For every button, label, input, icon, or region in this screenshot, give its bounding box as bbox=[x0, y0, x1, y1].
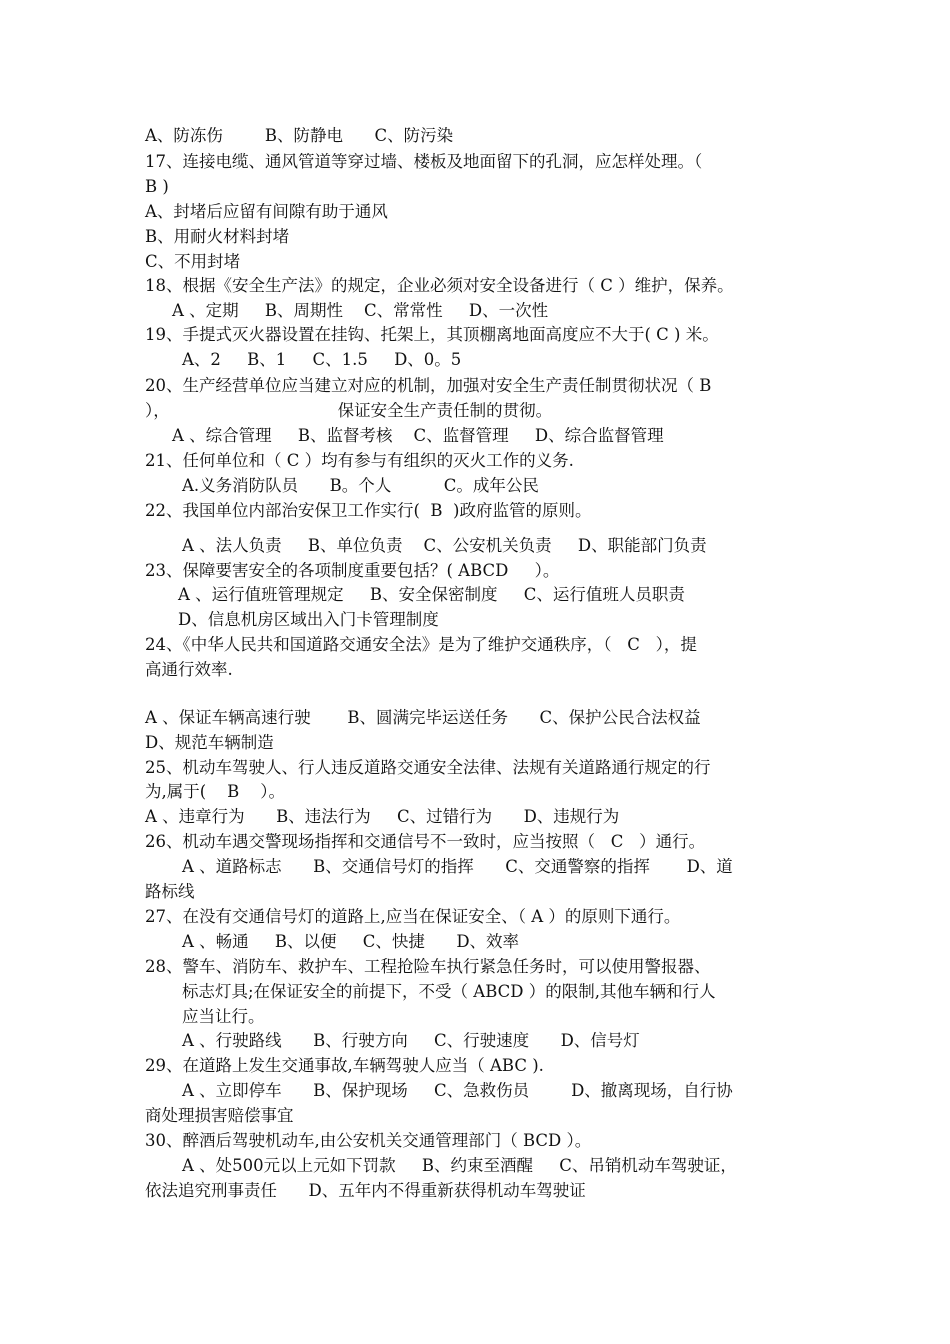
options-25: A 、违章行为 B、违法行为 C、过错行为 D、违规行为 bbox=[145, 807, 620, 826]
text-line: 路标线 bbox=[145, 882, 195, 901]
options-22: A 、法人负责 B、单位负责 C、公安机关负责 D、职能部门负责 bbox=[182, 536, 707, 555]
option-line: B、用耐火材料封堵 bbox=[145, 227, 290, 246]
question-26: 26、机动车遇交警现场指挥和交通信号不一致时，应当按照（ C ）通行。 bbox=[145, 832, 706, 851]
options-30: 依法追究刑事责任 D、五年内不得重新获得机动车驾驶证 bbox=[145, 1181, 586, 1200]
text-line: 应当让行。 bbox=[182, 1007, 265, 1026]
options-24: D、规范车辆制造 bbox=[145, 733, 274, 752]
question-17: 17、连接电缆、通风管道等穿过墙、楼板及地面留下的孔洞，应怎样处理。（ bbox=[145, 152, 703, 171]
text-line: 高通行效率. bbox=[145, 660, 233, 679]
options-18: A 、定期 B、周期性 C、常常性 D、一次性 bbox=[172, 301, 549, 320]
question-23: 23、保障要害安全的各项制度重要包括？( ABCD ）。 bbox=[145, 561, 560, 580]
options-23: A 、运行值班管理规定 B、安全保密制度 C、运行值班人员职责 bbox=[178, 585, 685, 604]
question-22: 22、我国单位内部治安保卫工作实行( B )政府监管的原则。 bbox=[145, 501, 592, 520]
question-25: 25、机动车驾驶人、行人违反道路交通安全法律、法规有关道路通行规定的行 bbox=[145, 758, 711, 777]
question-21: 21、任何单位和（ C ）均有参与有组织的灭火工作的义务. bbox=[145, 451, 574, 470]
options-20: A 、综合管理 B、监督考核 C、监督管理 D、综合监督管理 bbox=[172, 426, 664, 445]
options-27: A 、畅通 B、以便 C、快捷 D、效率 bbox=[182, 932, 520, 951]
options-21: A.义务消防队员 B。个人 C。成年公民 bbox=[182, 476, 539, 495]
question-27: 27、在没有交通信号灯的道路上,应当在保证安全、（ A ）的原则下通行。 bbox=[145, 907, 681, 926]
question-24: 24、《中华人民共和国道路交通安全法》是为了维护交通秩序，（ C ），提 bbox=[145, 635, 697, 654]
question-29: 29、在道路上发生交通事故,车辆驾驶人应当（ ABC ). bbox=[145, 1056, 544, 1075]
question-30: 30、醉酒后驾驶机动车,由公安机关交通管理部门（ BCD ）。 bbox=[145, 1131, 592, 1150]
text-line: 商处理损害赔偿事宜 bbox=[145, 1106, 294, 1125]
question-20: 20、生产经营单位应当建立对应的机制，加强对安全生产责任制贯彻状况（ B bbox=[145, 376, 712, 395]
options-28: A 、行驶路线 B、行驶方向 C、行驶速度 D、信号灯 bbox=[182, 1031, 640, 1050]
option-line: C、不用封堵 bbox=[145, 252, 241, 271]
options-24: A 、保证车辆高速行驶 B、圆满完毕运送任务 C、保护公民合法权益 bbox=[145, 708, 701, 727]
options-23: D、信息机房区域出入门卡管理制度 bbox=[178, 610, 439, 629]
text-line: 标志灯具;在保证安全的前提下，不受（ ABCD ）的限制,其他车辆和行人 bbox=[182, 982, 716, 1001]
options-19: A、2 B、1 C、1.5 D、0。5 bbox=[182, 350, 462, 369]
question-18: 18、根据《安全生产法》的规定，企业必须对安全设备进行（ C ）维护，保养。 bbox=[145, 276, 734, 295]
text-line: 为,属于( B ）。 bbox=[145, 782, 286, 801]
text-line: ）， 保证安全生产责任制的贯彻。 bbox=[145, 401, 553, 420]
options-30: A 、处500元以上元如下罚款 B、约束至酒醒 C、吊销机动车驾驶证， bbox=[182, 1156, 737, 1175]
question-19: 19、手提式灭火器设置在挂钩、托架上，其顶棚离地面高度应不大于( C ) 米。 bbox=[145, 325, 719, 344]
text-line: B ) bbox=[145, 177, 169, 196]
options-29: A 、立即停车 B、保护现场 C、急救伤员 D、撤离现场，自行协 bbox=[182, 1081, 733, 1100]
options-26: A 、道路标志 B、交通信号灯的指挥 C、交通警察的指挥 D、道 bbox=[182, 857, 733, 876]
text-line: A、防冻伤 B、防静电 C、防污染 bbox=[145, 126, 454, 145]
option-line: A、封堵后应留有间隙有助于通风 bbox=[145, 202, 388, 221]
question-28: 28、警车、消防车、救护车、工程抢险车执行紧急任务时，可以使用警报器、 bbox=[145, 957, 711, 976]
